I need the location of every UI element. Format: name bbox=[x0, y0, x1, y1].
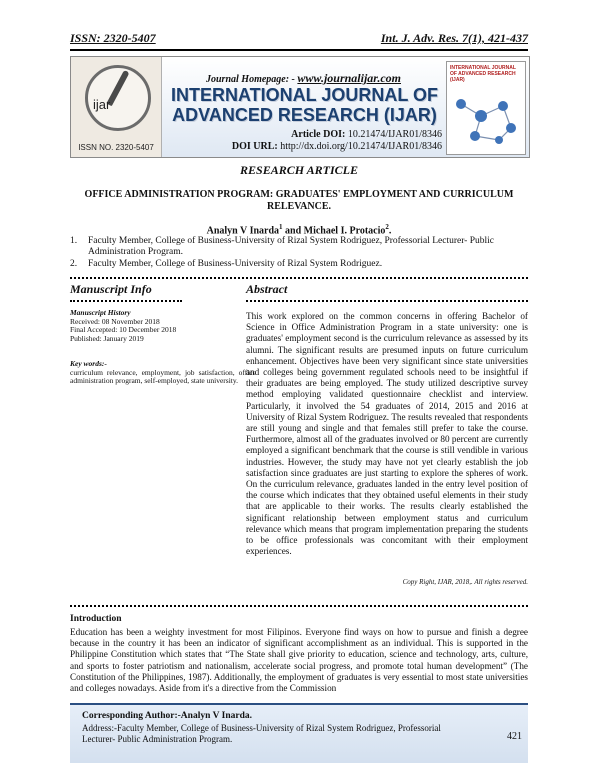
page-number: 421 bbox=[507, 731, 522, 742]
author-end: . bbox=[388, 225, 392, 237]
cover-title: INTERNATIONAL JOURNAL OF ADVANCED RESEARCH (IJAR) bbox=[450, 65, 516, 83]
molecule-illustration bbox=[451, 90, 521, 150]
homepage-label: Journal Homepage: - bbox=[206, 74, 295, 85]
keywords-block bbox=[70, 360, 256, 386]
dotted-divider-bottom bbox=[70, 602, 528, 607]
author-joiner: and bbox=[282, 225, 304, 237]
manuscript-info-heading: Manuscript Info bbox=[70, 282, 152, 296]
dotted-divider-left bbox=[70, 297, 182, 302]
author-address: Address:-Faculty Member, College of Business-University of Rizal System Rodriguez, Professorial Lecturer- Public Administration Program. bbox=[82, 723, 441, 744]
authors-line bbox=[70, 223, 528, 236]
accepted-date: Final Accepted: 10 December 2018 bbox=[70, 325, 177, 335]
journal-cover-thumbnail bbox=[446, 61, 526, 155]
keywords-label: Key words:- bbox=[70, 359, 107, 368]
published-date: Published: January 2019 bbox=[70, 333, 144, 343]
dotted-divider bbox=[70, 274, 528, 279]
author-1-sup: 1 bbox=[279, 223, 283, 231]
logo-issn: ISSN NO. 2320-5407 bbox=[78, 143, 154, 152]
author-1: Analyn V Inarda bbox=[206, 225, 280, 237]
doi-label: Article DOI: bbox=[291, 129, 346, 140]
affiliation-number: 2. bbox=[70, 259, 78, 269]
journal-citation: Int. J. Adv. Res. 7(1), 421-437 bbox=[380, 31, 528, 45]
introduction-text: Education has been a weighty investment for most Filipinos. Everyone find ways on how to pursue and finish a degree because in the country it has been an indicator of significant accomplishment as an individual. This is supported in the Philippine Constitution which states that “The State shall give priority to education, science and technology, arts, culture, and sports to foster patriotism and nationalism, accelerate social progress, and promote total human development” (The Constitution of the Philippines, 1987). Additionally, the employment of graduates is very essential to most state universities and colleges nowadays. Aside from it's a directive from the Commission bbox=[70, 627, 528, 694]
abstract-text: This work explored on the common concerns in offering Bachelor of Science in Office Administration Program in a state university: one is graduates' employment second is the curriculum relevance as assessed by its alumni. The significant results are presumed inputs on future curriculum enhancement. Objectives have been very significant since state universities and colleges being government regulated schools need to be insightful if their graduates are being employed. The study utilized descriptive survey method employing validated questionnaire checklist and interview. Particularly, it involved the 54 graduates of 2014, 2015 and 2016 at University of Rizal System Rodriguez. The results revealed that respondents are still young and single and that females still prefer to take the course. Furthermore, almost all of the graduates involved or 80 percent are currently employed a significant benchmark that the course is still vendible in various industries. However, the study may have not yet clearly establish the job satisfaction since graduates are just starting to explore the spheres of work. On the curriculum relevance, graduates landed in the entry level position of the course which indicates that they obtained useful elements in their study that are applicable to their works. The results clearly established the significant relationship between employment status and curriculum relevance which means that program implementation preparing the students to be office professionals was concomitant with their employment experiences. bbox=[246, 311, 528, 557]
journal-homepage bbox=[171, 71, 436, 86]
article-type: RESEARCH ARTICLE bbox=[240, 163, 358, 177]
doi-url-link[interactable]: http://dx.doi.org/10.21474/IJAR01/8346 bbox=[280, 141, 442, 152]
doi-value: 10.21474/IJAR01/8346 bbox=[347, 129, 442, 140]
corresponding-author-label: Corresponding Author:-Analyn V Inarda. bbox=[82, 711, 252, 721]
manuscript-history bbox=[70, 309, 240, 343]
dotted-divider-right bbox=[246, 297, 528, 302]
corresponding-author-box bbox=[70, 703, 528, 763]
affiliation-2 bbox=[70, 259, 528, 270]
affiliation-text: Faculty Member, College of Business-University of Rizal System Rodriguez, Professorial Lecturer- Public Administration Program. bbox=[88, 236, 494, 257]
issn-label: ISSN: 2320-5407 bbox=[70, 31, 156, 45]
affiliation-number: 1. bbox=[70, 236, 78, 246]
journal-title: INTERNATIONAL JOURNAL OF ADVANCED RESEARCH (IJAR) bbox=[170, 85, 438, 125]
introduction-heading: Introduction bbox=[70, 614, 122, 624]
abstract-heading: Abstract bbox=[246, 282, 288, 296]
author-2: Michael I. Protacio bbox=[303, 225, 386, 237]
author-2-sup: 2 bbox=[385, 223, 389, 231]
journal-banner bbox=[70, 56, 530, 158]
affiliation-1 bbox=[70, 236, 528, 258]
homepage-link[interactable]: www.journalijar.com bbox=[297, 71, 401, 85]
article-title: OFFICE ADMINISTRATION PROGRAM: GRADUATES' EMPLOYMENT AND CURRICULUM RELEVANCE. bbox=[84, 189, 514, 212]
keywords-text: curriculum relevance, employment, job satisfaction, office administration program, self-employed, state university. bbox=[70, 367, 256, 386]
logo-text: ijar bbox=[93, 97, 111, 112]
copyright: Copy Right, IJAR, 2018,. All rights reserved. bbox=[402, 578, 528, 586]
running-header bbox=[70, 31, 528, 51]
received-date: Received: 08 November 2018 bbox=[70, 316, 160, 326]
affiliation-text: Faculty Member, College of Business-University of Rizal System Rodriguez. bbox=[88, 259, 383, 269]
doi-block bbox=[167, 129, 442, 153]
doi-url-label: DOI URL: bbox=[231, 141, 278, 152]
journal-logo bbox=[71, 57, 162, 157]
history-label: Manuscript History bbox=[70, 308, 131, 317]
